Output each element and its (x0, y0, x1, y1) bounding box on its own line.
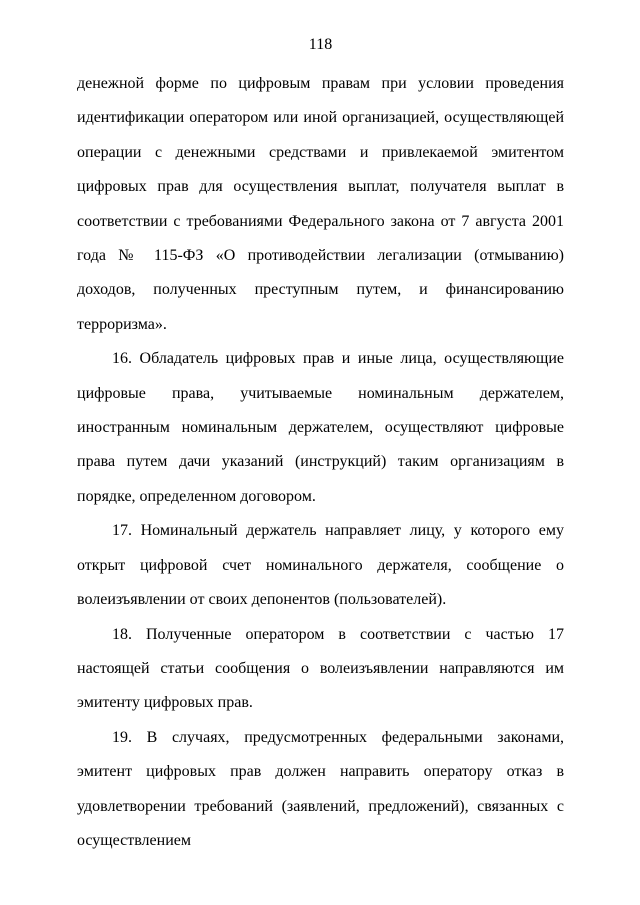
page-number: 118 (308, 36, 333, 53)
paragraph-19: 19. В случаях, предусмотренных федеральными законами, эмитент цифровых прав должен направить оператору отказ в удовлетворении требований (заявлений, предложений), связанных с осуществлением (77, 728, 564, 849)
document-body (77, 67, 564, 858)
paragraph-16: 16. Обладатель цифровых прав и иные лица, осуществляющие цифровые права, учитываемые номинальным держателем, иностранным номинальным держателем, осуществляют цифровые права путем дачи указаний (инструкций) таким организациям в порядке, определенном договором. (77, 350, 564, 505)
paragraph-17: 17. Номинальный держатель направляет лицу, у которого ему открыт цифровой счет номинального держателя, сообщение о волеизъявлении от своих депонентов (пользователей). (77, 522, 564, 609)
paragraph-continuation: денежной форме по цифровым правам при условии проведения идентификации оператором или иной организацией, осуществляющей операции с денежными средствами и привлекаемой эмитентом цифровых прав для осуществления выплат, получателя выплат в соответствии с требованиями Федерального закона от 7 августа 2001 года № 115-ФЗ «О противодействии легализации (отмыванию) доходов, полученных преступным путем, и финансированию терроризма». (77, 75, 564, 333)
paragraph-18: 18. Полученные оператором в соответствии с частью 17 настоящей статьи сообщения о волеизъявлении направляются им эмитенту цифровых прав. (77, 625, 564, 712)
